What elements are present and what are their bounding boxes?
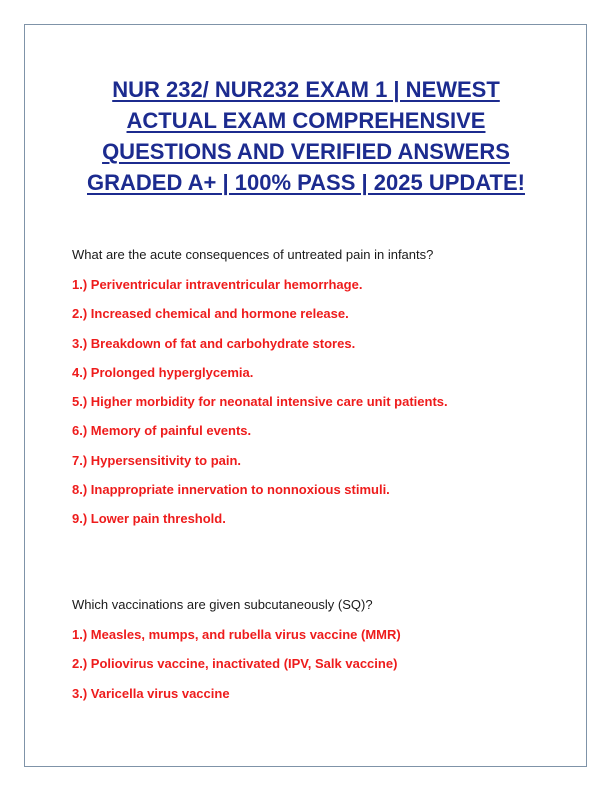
answer-item: 8.) Inappropriate innervation to nonnoxious stimuli. <box>72 482 390 498</box>
answer-item: 3.) Breakdown of fat and carbohydrate stores. <box>72 335 356 351</box>
answer-item: 4.) Prolonged hyperglycemia. <box>72 364 254 380</box>
question-1: What are the acute consequences of untreated pain in infants? <box>72 247 434 262</box>
answer-item: 1.) Periventricular intraventricular hemorrhage. <box>72 277 363 292</box>
answer-item: 7.) Hypersensitivity to pain. <box>72 452 242 468</box>
answer-item: 9.) Lower pain threshold. <box>72 511 226 527</box>
question-2: Which vaccinations are given subcutaneously (SQ)? <box>72 597 373 612</box>
answer-item: 5.) Higher morbidity for neonatal intensive care unit patients. <box>72 394 448 410</box>
answer-item: 2.) Increased chemical and hormone release. <box>72 306 349 322</box>
answer-item: 1.) Measles, mumps, and rubella virus vaccine (MMR) <box>72 627 401 642</box>
answer-list-1 <box>72 276 448 540</box>
answer-list-2 <box>72 626 401 714</box>
title-line: ACTUAL EXAM COMPREHENSIVE <box>126 108 486 133</box>
document-title <box>40 74 572 198</box>
answer-item: 2.) Poliovirus vaccine, inactivated (IPV, Salk vaccine) <box>72 656 398 672</box>
answer-item: 3.) Varicella virus vaccine <box>72 685 230 701</box>
title-line: NUR 232/ NUR232 EXAM 1 | NEWEST <box>112 77 500 102</box>
title-line: QUESTIONS AND VERIFIED ANSWERS <box>102 139 510 164</box>
answer-item: 6.) Memory of painful events. <box>72 423 252 439</box>
title-line: GRADED A+ | 100% PASS | 2025 UPDATE! <box>87 170 525 195</box>
